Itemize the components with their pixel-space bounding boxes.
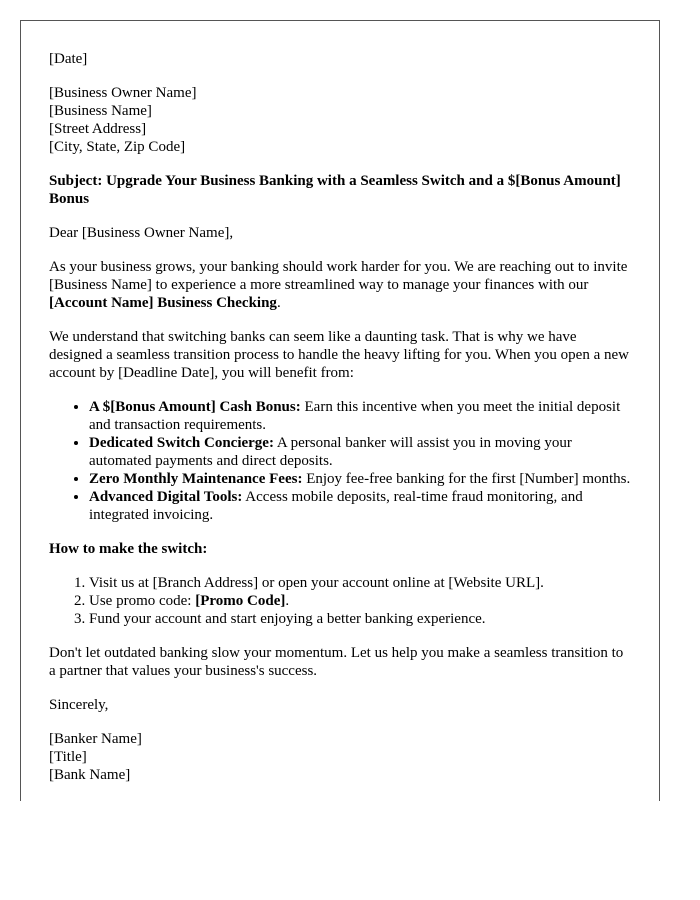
sender-bank-name: [Bank Name]	[49, 767, 131, 783]
letter-subject: Subject: Upgrade Your Business Banking with a Seamless Switch and a $[Bonus Amount] Bonus	[49, 173, 621, 207]
benefit-title: Zero Monthly Maintenance Fees:	[89, 471, 303, 487]
step-text-end: .	[285, 593, 290, 609]
benefit-title: Dedicated Switch Concierge:	[89, 435, 274, 451]
benefit-item	[89, 434, 633, 470]
step-item	[89, 574, 633, 592]
intro-text: As your business grows, your banking should work harder for you. We are reaching out to invite [Business Name] to experience a more streamlined way to manage your finances with our	[49, 259, 628, 293]
intro-paragraph	[49, 258, 633, 312]
letter-signoff: Sincerely,	[49, 697, 109, 713]
transition-paragraph: We understand that switching banks can seem like a daunting task. That is why we have designed a seamless transition process to handle the heavy lifting for you. When you open a new account by [Deadline Date], you will benefit from:	[49, 329, 629, 381]
benefits-list	[49, 398, 633, 524]
promo-code-bold: [Promo Code]	[195, 593, 286, 609]
benefit-title: Advanced Digital Tools:	[89, 489, 243, 505]
recipient-owner-name: [Business Owner Name]	[49, 85, 197, 101]
benefit-text: Earn this incentive when you meet the initial deposit and transaction requirements.	[89, 399, 621, 433]
closing-paragraph: Don't let outdated banking slow your momentum. Let us help you make a seamless transition to a partner that values your business's success.	[49, 645, 624, 679]
step-item	[89, 592, 633, 610]
letter-date: [Date]	[49, 51, 88, 67]
recipient-business-name: [Business Name]	[49, 103, 152, 119]
sender-block	[49, 730, 633, 784]
step-text: Fund your account and start enjoying a better banking experience.	[89, 611, 486, 627]
benefit-item	[89, 398, 633, 434]
benefit-title: A $[Bonus Amount] Cash Bonus:	[89, 399, 301, 415]
letter-salutation: Dear [Business Owner Name],	[49, 225, 234, 241]
benefit-text: Enjoy fee-free banking for the first [Number] months.	[302, 471, 631, 487]
steps-list	[49, 574, 633, 628]
step-item	[89, 610, 633, 628]
recipient-address	[49, 84, 633, 156]
letter-body	[49, 50, 633, 784]
recipient-street: [Street Address]	[49, 121, 147, 137]
steps-heading: How to make the switch:	[49, 541, 208, 557]
sender-title: [Title]	[49, 749, 87, 765]
letter-page	[20, 20, 660, 801]
step-text: Visit us at [Branch Address] or open your account online at [Website URL].	[89, 575, 544, 591]
account-name-bold: [Account Name] Business Checking	[49, 295, 277, 311]
benefit-item	[89, 470, 633, 488]
recipient-city-state-zip: [City, State, Zip Code]	[49, 139, 186, 155]
benefit-item	[89, 488, 633, 524]
step-text: Use promo code:	[89, 593, 196, 609]
benefit-text: Access mobile deposits, real-time fraud monitoring, and integrated invoicing.	[89, 489, 583, 523]
sender-banker-name: [Banker Name]	[49, 731, 142, 747]
intro-text-end: .	[276, 295, 281, 311]
benefit-text: A personal banker will assist you in moving your automated payments and direct deposits.	[89, 435, 572, 469]
